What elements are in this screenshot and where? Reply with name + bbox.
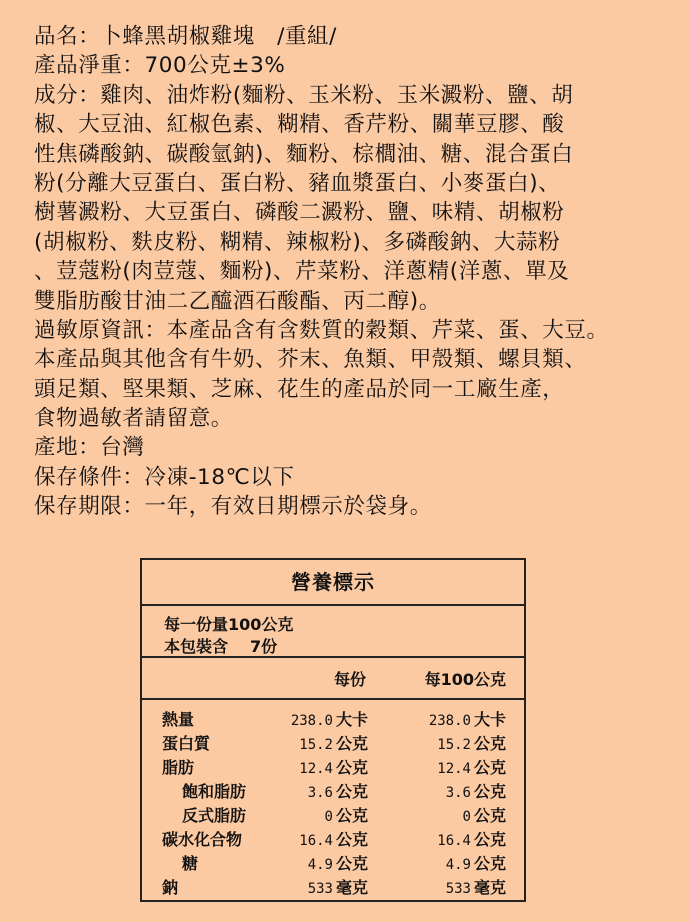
serving-size-unit: 公克: [261, 615, 294, 634]
label-line: 保存條件：冷凍-18℃以下: [34, 464, 295, 490]
unit: 公克: [473, 758, 506, 777]
label-line: 成分：雞肉、油炸粉(麵粉、玉米粉、玉米澱粉、鹽、胡: [34, 82, 574, 108]
value-per-100g: 3.6: [445, 785, 471, 801]
nutrient-row-saturated-fat: [142, 780, 524, 804]
nutrient-name: 碳水化合物: [162, 830, 243, 849]
label-line: 本產品與其他含有牛奶、芥末、魚類、甲殼類、螺貝類、: [34, 347, 587, 373]
product-label-text: [34, 22, 674, 522]
nutrient-name: 熱量: [162, 710, 195, 729]
label-line: 樹薯澱粉、大豆蛋白、磷酸二澱粉、鹽、味精、胡椒粉: [34, 200, 565, 226]
nutrient-row-fat: [142, 756, 524, 780]
nutrient-row-energy: [142, 708, 524, 732]
package-label: 本包裝含: [164, 637, 229, 656]
unit: 公克: [335, 806, 368, 825]
value-per-serving: 16.4: [299, 833, 333, 849]
unit: 公克: [473, 830, 506, 849]
value-per-100g: 4.9: [445, 857, 471, 873]
unit: 公克: [473, 854, 506, 873]
unit: 公克: [335, 854, 368, 873]
label-line: 粉(分離大豆蛋白、蛋白粉、豬血漿蛋白、小麥蛋白)、: [34, 170, 561, 196]
label-line: 保存期限：一年，有效日期標示於袋身。: [34, 494, 432, 520]
unit: 公克: [473, 806, 506, 825]
nutrient-name: 鈉: [162, 878, 179, 897]
nutrient-name: 糖: [182, 854, 199, 873]
serving-size-value: 100: [228, 615, 262, 634]
col-per-serving: 每份: [333, 670, 366, 689]
nutrient-name: 蛋白質: [162, 734, 211, 753]
value-per-serving: 12.4: [299, 761, 333, 777]
unit: 公克: [473, 734, 506, 753]
nutrient-row-sodium: [142, 876, 524, 900]
label-line: 頭足類、堅果類、芝麻、花生的產品於同一工廠生產，: [34, 376, 565, 402]
servings-per-package: [164, 636, 524, 658]
label-line: 、荳蔻粉(肉荳蔻、麵粉)、芹菜粉、洋蔥精(洋蔥、單及: [34, 259, 570, 285]
value-per-serving: 533: [307, 881, 333, 897]
unit: 公克: [335, 734, 368, 753]
nutrient-row-carbohydrate: [142, 828, 524, 852]
value-per-100g: 0: [462, 809, 471, 825]
label-line: 食物過敏者請留意。: [34, 406, 233, 432]
label-line: (胡椒粉、麩皮粉、糊精、辣椒粉)、多磷酸鈉、大蒜粉: [34, 229, 561, 255]
serving-size-label: 每一份量: [164, 615, 229, 634]
label-line: 性焦磷酸鈉、碳酸氫鈉)、麵粉、棕櫚油、糖、混合蛋白: [34, 141, 574, 167]
value-per-100g: 12.4: [437, 761, 471, 777]
nutrient-row-protein: [142, 732, 524, 756]
unit: 毫克: [335, 878, 368, 897]
nutrient-name: 飽和脂肪: [182, 782, 247, 801]
unit: 公克: [335, 830, 368, 849]
unit: 毫克: [473, 878, 506, 897]
nutrient-row-sugar: [142, 852, 524, 876]
value-per-100g: 16.4: [437, 833, 471, 849]
unit: 公克: [335, 758, 368, 777]
nutrition-facts-table: [140, 558, 526, 902]
unit: 大卡: [473, 710, 506, 729]
nutrient-row-trans-fat: [142, 804, 524, 828]
label-line: 品名：卜蜂黑胡椒雞塊 /重組/: [34, 24, 337, 49]
nutrient-name: 脂肪: [162, 758, 195, 777]
value-per-serving: 0: [324, 809, 333, 825]
unit: 大卡: [335, 710, 368, 729]
serving-size: [164, 614, 524, 636]
label-line: 雙脂肪酸甘油二乙醯酒石酸酯、丙二醇)。: [34, 288, 441, 314]
package-value: 7: [250, 637, 262, 656]
col-per-100g: 每100公克: [424, 670, 506, 689]
value-per-100g: 533: [445, 881, 471, 897]
value-per-serving: 15.2: [299, 737, 333, 753]
nutrient-name: 反式脂肪: [182, 806, 247, 825]
nutrient-rows: [142, 700, 524, 900]
unit: 公克: [473, 782, 506, 801]
unit: 公克: [335, 782, 368, 801]
serving-info: [142, 606, 524, 658]
value-per-100g: 15.2: [437, 737, 471, 753]
value-per-serving: 238.0: [290, 713, 333, 729]
value-per-serving: 4.9: [307, 857, 333, 873]
package-unit: 份: [261, 637, 278, 656]
value-per-100g: 238.0: [428, 713, 471, 729]
label-line: 過敏原資訊：本產品含有含麩質的穀類、芹菜、蛋、大豆。: [34, 317, 609, 343]
label-line: 產地：台灣: [34, 435, 145, 461]
label-line: 產品淨重：700公克±3%: [34, 53, 286, 79]
label-line: 椒、大豆油、紅椒色素、糊精、香芹粉、關華豆膠、酸: [34, 112, 565, 138]
column-headers: [142, 658, 524, 700]
nutrition-title: 營養標示: [142, 560, 524, 606]
value-per-serving: 3.6: [307, 785, 333, 801]
